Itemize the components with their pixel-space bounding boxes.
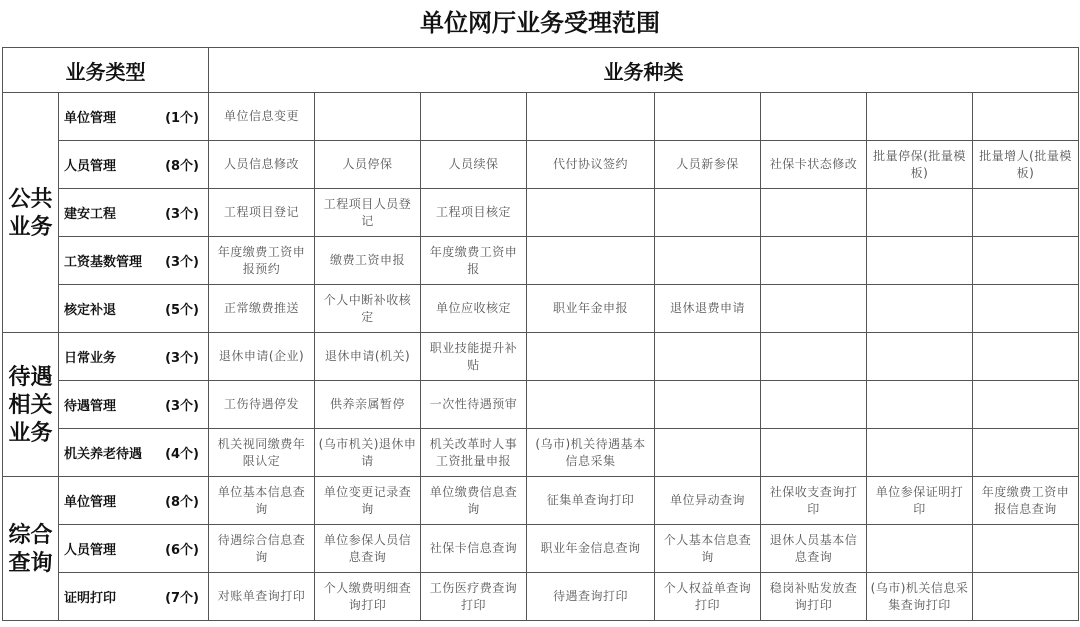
header-row xyxy=(3,48,1079,93)
business-type-name: 日常业务 xyxy=(64,351,117,366)
business-type-cell xyxy=(59,333,209,381)
business-item-cell: 个人中断补收核定 xyxy=(315,285,421,333)
empty-cell xyxy=(867,93,973,141)
table-row xyxy=(3,237,1079,285)
empty-cell xyxy=(973,381,1079,429)
empty-cell xyxy=(867,381,973,429)
business-type-count: (3个) xyxy=(165,399,199,414)
business-item-cell: 人员停保 xyxy=(315,141,421,189)
business-item-cell: 对账单查询打印 xyxy=(209,573,315,621)
business-item-cell: 职业技能提升补贴 xyxy=(421,333,527,381)
business-item-cell: 缴费工资申报 xyxy=(315,237,421,285)
group-label-line: 业务 xyxy=(8,213,53,240)
business-item-cell: 工伤医疗费查询打印 xyxy=(421,573,527,621)
empty-cell xyxy=(421,93,527,141)
group-label-line: 业务 xyxy=(8,419,53,446)
business-type-cell xyxy=(59,573,209,621)
empty-cell xyxy=(655,333,761,381)
empty-cell xyxy=(655,93,761,141)
empty-cell xyxy=(761,237,867,285)
empty-cell xyxy=(655,429,761,477)
business-item-cell: 工程项目核定 xyxy=(421,189,527,237)
empty-cell xyxy=(527,93,655,141)
business-item-cell: 个人权益单查询打印 xyxy=(655,573,761,621)
business-type-cell xyxy=(59,141,209,189)
business-type-name: 机关养老待遇 xyxy=(64,447,143,462)
business-item-cell: 稳岗补贴发放查询打印 xyxy=(761,573,867,621)
empty-cell xyxy=(973,285,1079,333)
empty-cell xyxy=(973,189,1079,237)
business-item-cell: 批量增人(批量模板) xyxy=(973,141,1079,189)
empty-cell xyxy=(527,237,655,285)
empty-cell xyxy=(867,333,973,381)
business-type-name: 人员管理 xyxy=(64,543,117,558)
group-label xyxy=(3,477,59,621)
business-item-cell: 单位基本信息查询 xyxy=(209,477,315,525)
empty-cell xyxy=(867,285,973,333)
business-item-cell: 工程项目登记 xyxy=(209,189,315,237)
empty-cell xyxy=(527,333,655,381)
empty-cell xyxy=(315,93,421,141)
business-item-cell: 社保收支查询打印 xyxy=(761,477,867,525)
empty-cell xyxy=(761,333,867,381)
business-type-cell xyxy=(59,237,209,285)
group-label-line: 相关 xyxy=(8,391,53,418)
group-label-line: 查询 xyxy=(8,549,53,576)
business-item-cell: 工伤待遇停发 xyxy=(209,381,315,429)
business-type-count: (4个) xyxy=(165,447,199,462)
business-item-cell: 工程项目人员登记 xyxy=(315,189,421,237)
business-item-cell: 单位信息变更 xyxy=(209,93,315,141)
table-row xyxy=(3,477,1079,525)
business-item-cell: 退休申请(企业) xyxy=(209,333,315,381)
business-item-cell: 退休退费申请 xyxy=(655,285,761,333)
empty-cell xyxy=(973,525,1079,573)
business-item-cell: 单位参保人员信息查询 xyxy=(315,525,421,573)
empty-cell xyxy=(973,429,1079,477)
business-type-name: 待遇管理 xyxy=(64,399,117,414)
business-item-cell: (乌市机关)退休申请 xyxy=(315,429,421,477)
business-type-name: 证明打印 xyxy=(64,591,117,606)
empty-cell xyxy=(761,285,867,333)
empty-cell xyxy=(761,429,867,477)
business-type-cell xyxy=(59,429,209,477)
business-item-cell: 一次性待遇预审 xyxy=(421,381,527,429)
empty-cell xyxy=(655,189,761,237)
business-item-cell: 社保卡状态修改 xyxy=(761,141,867,189)
empty-cell xyxy=(761,381,867,429)
business-item-cell: 职业年金申报 xyxy=(527,285,655,333)
business-type-count: (8个) xyxy=(165,495,199,510)
business-type-count: (3个) xyxy=(165,207,199,222)
business-item-cell: 待遇查询打印 xyxy=(527,573,655,621)
business-item-cell: 年度缴费工资申报 xyxy=(421,237,527,285)
empty-cell xyxy=(527,381,655,429)
table-row xyxy=(3,333,1079,381)
empty-cell xyxy=(655,237,761,285)
business-item-cell: 供养亲属暂停 xyxy=(315,381,421,429)
table-row xyxy=(3,93,1079,141)
group-label xyxy=(3,333,59,477)
business-type-name: 单位管理 xyxy=(64,111,117,126)
empty-cell xyxy=(973,237,1079,285)
page-title: 单位网厅业务受理范围 xyxy=(420,8,660,37)
business-item-cell: 单位变更记录查询 xyxy=(315,477,421,525)
business-item-cell: 单位应收核定 xyxy=(421,285,527,333)
empty-cell xyxy=(527,189,655,237)
table-body xyxy=(3,93,1079,621)
business-type-name: 单位管理 xyxy=(64,495,117,510)
business-item-cell: 机关视同缴费年限认定 xyxy=(209,429,315,477)
business-type-name: 人员管理 xyxy=(64,159,117,174)
business-item-cell: 单位参保证明打印 xyxy=(867,477,973,525)
business-type-count: (1个) xyxy=(165,111,199,126)
header-business-type: 业务类型 xyxy=(3,48,209,93)
table-row xyxy=(3,141,1079,189)
business-type-count: (3个) xyxy=(165,255,199,270)
business-type-count: (6个) xyxy=(165,543,199,558)
business-type-name: 工资基数管理 xyxy=(64,255,143,270)
business-item-cell: 人员信息修改 xyxy=(209,141,315,189)
business-scope-table xyxy=(2,47,1079,621)
business-item-cell: 社保卡信息查询 xyxy=(421,525,527,573)
business-item-cell: 待遇综合信息查询 xyxy=(209,525,315,573)
business-item-cell: 正常缴费推送 xyxy=(209,285,315,333)
business-item-cell: 个人基本信息查询 xyxy=(655,525,761,573)
business-type-cell xyxy=(59,285,209,333)
business-item-cell: 退休人员基本信息查询 xyxy=(761,525,867,573)
empty-cell xyxy=(973,333,1079,381)
table-row xyxy=(3,573,1079,621)
group-label xyxy=(3,93,59,333)
business-type-name: 建安工程 xyxy=(64,207,117,222)
business-type-count: (5个) xyxy=(165,303,199,318)
business-item-cell: 代付协议签约 xyxy=(527,141,655,189)
header-business-kinds: 业务种类 xyxy=(209,48,1079,93)
business-item-cell: 年度缴费工资申报预约 xyxy=(209,237,315,285)
empty-cell xyxy=(867,525,973,573)
business-type-cell xyxy=(59,189,209,237)
empty-cell xyxy=(867,429,973,477)
empty-cell xyxy=(761,93,867,141)
business-type-name: 核定补退 xyxy=(64,303,117,318)
table-row xyxy=(3,381,1079,429)
empty-cell xyxy=(973,573,1079,621)
business-item-cell: 单位缴费信息查询 xyxy=(421,477,527,525)
empty-cell xyxy=(973,93,1079,141)
business-item-cell: 退休申请(机关) xyxy=(315,333,421,381)
table-row xyxy=(3,189,1079,237)
empty-cell xyxy=(655,381,761,429)
business-item-cell: (乌市)机关信息采集查询打印 xyxy=(867,573,973,621)
empty-cell xyxy=(867,237,973,285)
business-item-cell: 人员续保 xyxy=(421,141,527,189)
business-item-cell: 人员新参保 xyxy=(655,141,761,189)
business-type-cell xyxy=(59,381,209,429)
table-row xyxy=(3,525,1079,573)
table-row xyxy=(3,285,1079,333)
empty-cell xyxy=(761,189,867,237)
business-item-cell: 征集单查询打印 xyxy=(527,477,655,525)
business-item-cell: 机关改革时人事工资批量申报 xyxy=(421,429,527,477)
business-item-cell: 单位异动查询 xyxy=(655,477,761,525)
business-type-count: (8个) xyxy=(165,159,199,174)
business-item-cell: 批量停保(批量模板) xyxy=(867,141,973,189)
group-label-line: 公共 xyxy=(8,185,53,212)
table-row xyxy=(3,429,1079,477)
business-type-count: (7个) xyxy=(165,591,199,606)
business-item-cell: 个人缴费明细查询打印 xyxy=(315,573,421,621)
group-label-line: 待遇 xyxy=(8,363,53,390)
group-label-line: 综合 xyxy=(8,521,53,548)
empty-cell xyxy=(867,189,973,237)
business-type-count: (3个) xyxy=(165,351,199,366)
business-type-cell xyxy=(59,93,209,141)
business-item-cell: 年度缴费工资申报信息查询 xyxy=(973,477,1079,525)
business-type-cell xyxy=(59,525,209,573)
business-type-cell xyxy=(59,477,209,525)
business-item-cell: (乌市)机关待遇基本信息采集 xyxy=(527,429,655,477)
business-item-cell: 职业年金信息查询 xyxy=(527,525,655,573)
